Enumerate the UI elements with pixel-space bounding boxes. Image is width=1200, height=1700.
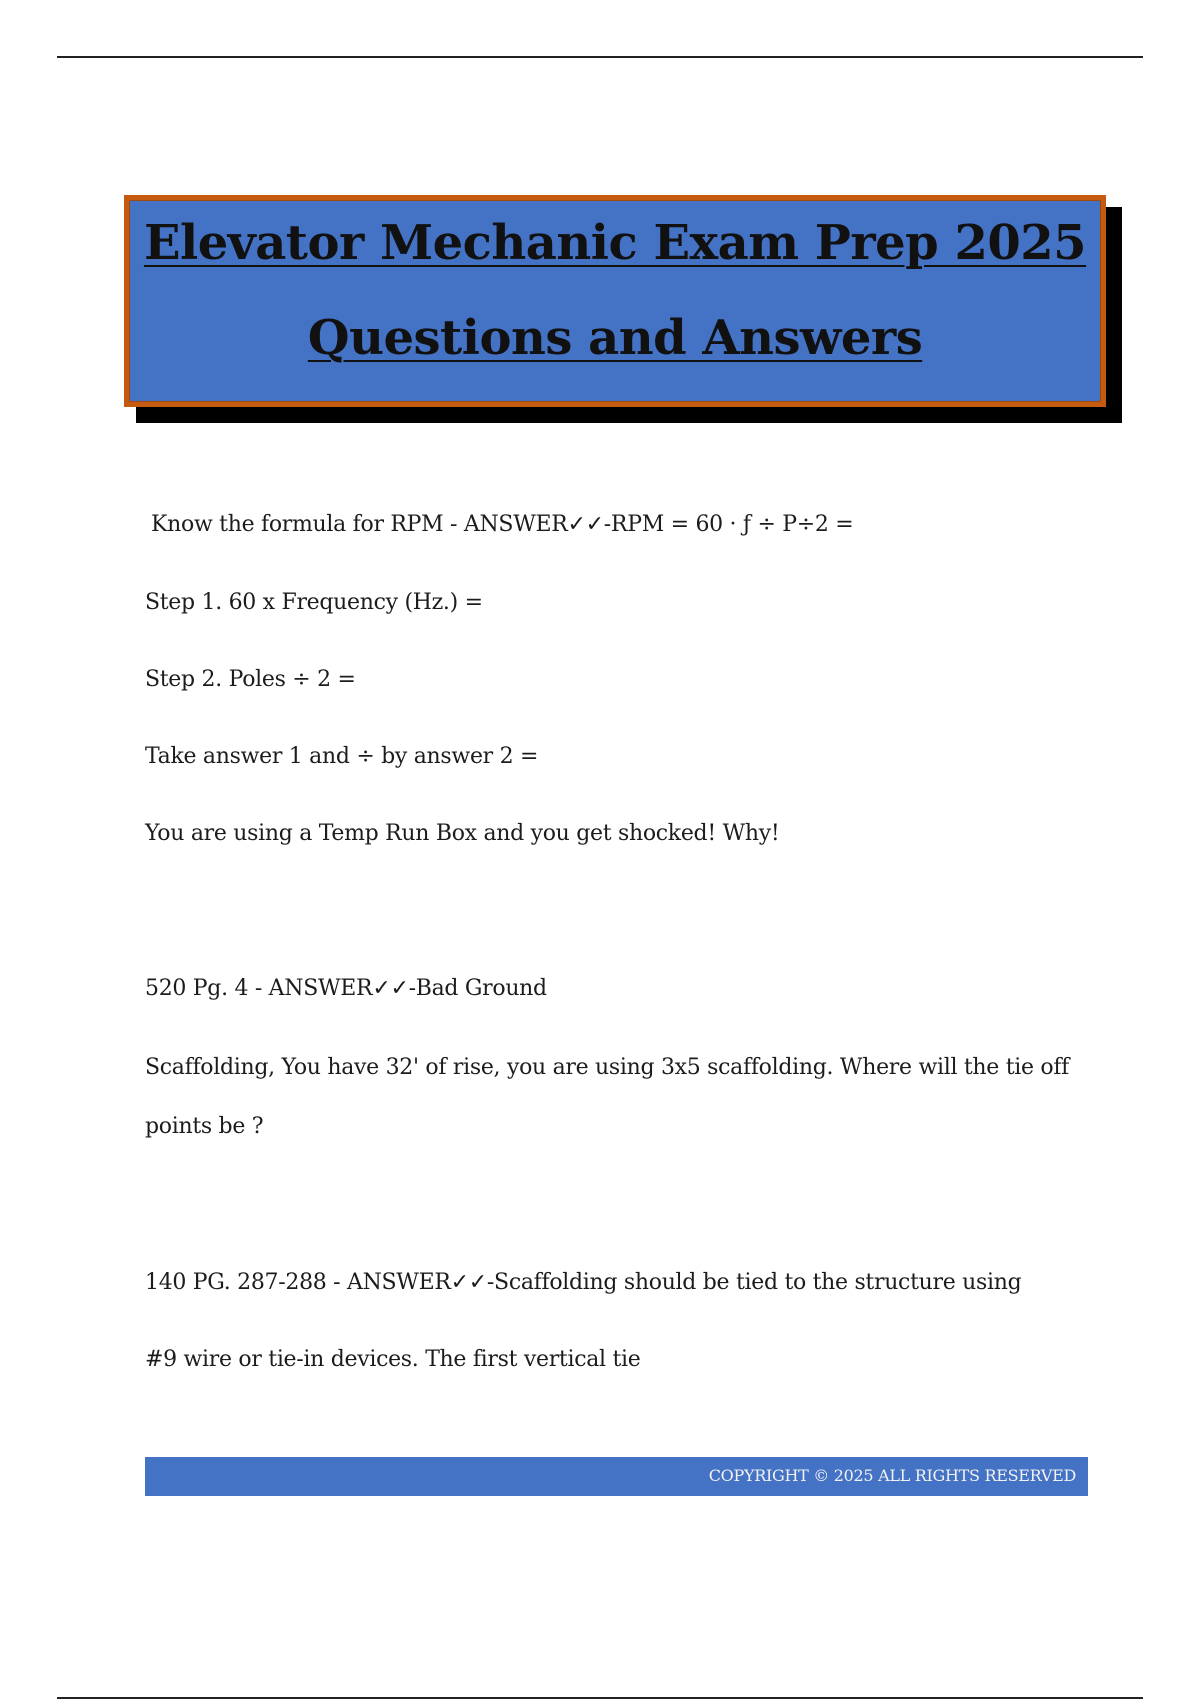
qa-line-step-1: Step 1. 60 x Frequency (Hz.) = (145, 590, 483, 615)
footer-bar (145, 1457, 1088, 1496)
qa-line-bad-ground: 520 Pg. 4 - ANSWER✓✓-Bad Ground (145, 976, 547, 1001)
qa-line-scaffolding-answer: 140 PG. 287-288 - ANSWER✓✓-Scaffolding should be tied to the structure using (145, 1270, 1022, 1295)
qa-line-take-answer: Take answer 1 and ÷ by answer 2 = (145, 744, 539, 769)
top-rule (57, 56, 1143, 58)
document-title-line-1: Elevator Mechanic Exam Prep 2025 (143, 215, 1087, 271)
qa-line-step-2: Step 2. Poles ÷ 2 = (145, 667, 356, 692)
qa-line-scaffolding-question: Scaffolding, You have 32' of rise, you are using 3x5 scaffolding. Where will the tie off (145, 1055, 1070, 1080)
qa-line-scaffolding-question-cont: points be ? (145, 1114, 264, 1139)
qa-line-rpm-formula: Know the formula for RPM - ANSWER✓✓-RPM = 60 · ƒ ÷ P÷2 = (151, 512, 854, 537)
title-box (124, 195, 1106, 407)
qa-line-scaffolding-answer-cont: #9 wire or tie-in devices. The first vertical tie (145, 1347, 641, 1372)
qa-line-temp-run-box: You are using a Temp Run Box and you get shocked! Why! (145, 821, 780, 846)
bottom-rule (57, 1697, 1143, 1699)
document-title-line-2: Questions and Answers (307, 310, 923, 366)
copyright-notice: COPYRIGHT © 2025 ALL RIGHTS RESERVED (708, 1466, 1076, 1485)
